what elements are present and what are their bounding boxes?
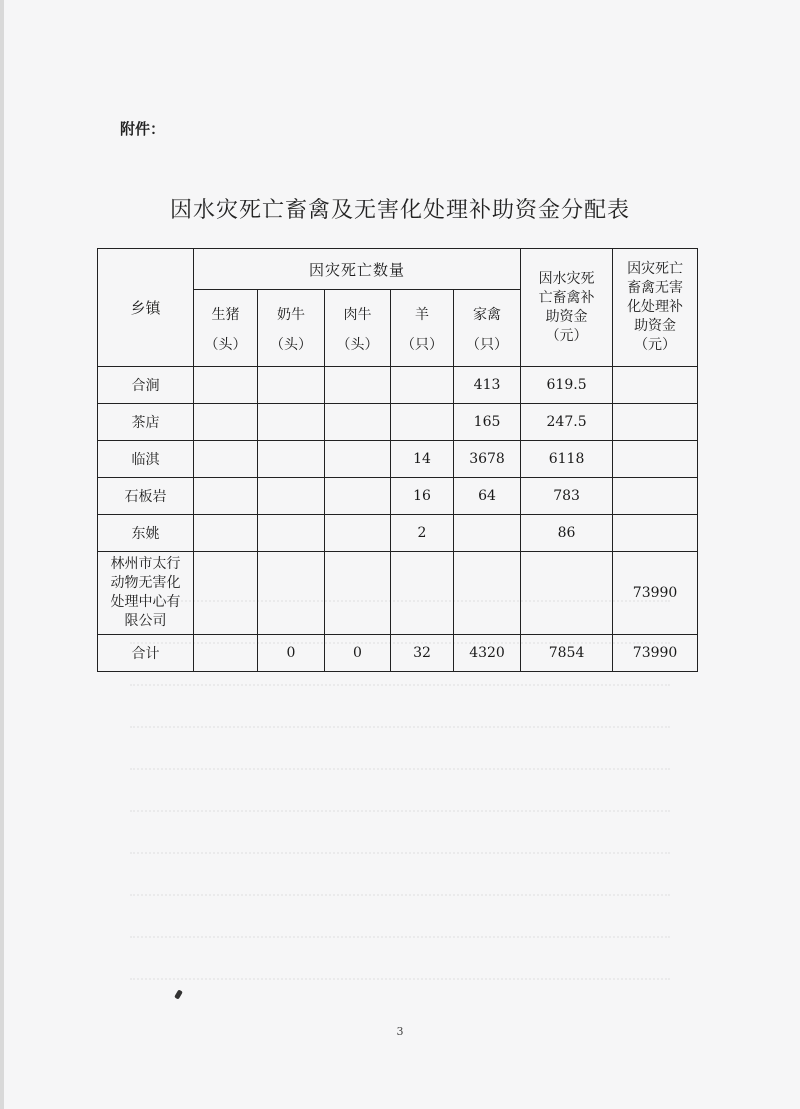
pig-cell <box>194 478 258 515</box>
table-row <box>98 515 698 552</box>
header-disposal-fund: 因灾死亡 畜禽无害 化处理补 助资金 （元） <box>613 249 698 367</box>
subsidy-cell: 86 <box>521 515 613 552</box>
poultry-cell: 3678 <box>454 441 521 478</box>
ink-smudge <box>174 989 183 999</box>
unit-beef-cattle: （头） <box>325 330 391 367</box>
unit-dairy-cow: （头） <box>258 330 325 367</box>
poultry-cell: 4320 <box>454 635 521 672</box>
unit-sheep: （只） <box>391 330 454 367</box>
town-cell: 合计 <box>98 635 194 672</box>
table-row <box>98 441 698 478</box>
subsidy-cell: 247.5 <box>521 404 613 441</box>
header-pig: 生猪 <box>194 290 258 331</box>
town-cell: 茶店 <box>98 404 194 441</box>
dairy-cell <box>258 404 325 441</box>
beef-cell <box>325 515 391 552</box>
header-poultry: 家禽 <box>454 290 521 331</box>
town-cell: 合涧 <box>98 367 194 404</box>
subsidy-cell: 7854 <box>521 635 613 672</box>
dairy-cell <box>258 441 325 478</box>
unit-pig: （头） <box>194 330 258 367</box>
pig-cell <box>194 404 258 441</box>
sheep-cell: 32 <box>391 635 454 672</box>
disposal-cell <box>613 478 698 515</box>
header-beef-cattle: 肉牛 <box>325 290 391 331</box>
header-death-count: 因灾死亡数量 <box>194 249 521 290</box>
town-cell: 石板岩 <box>98 478 194 515</box>
disposal-cell <box>613 367 698 404</box>
pig-cell <box>194 635 258 672</box>
sheep-cell: 14 <box>391 441 454 478</box>
poultry-cell: 64 <box>454 478 521 515</box>
disposal-cell <box>613 515 698 552</box>
table-row <box>98 367 698 404</box>
subsidy-cell: 783 <box>521 478 613 515</box>
disposal-cell <box>613 404 698 441</box>
subsidy-cell: 6118 <box>521 441 613 478</box>
table-row <box>98 404 698 441</box>
page-title: 因水灾死亡畜禽及无害化处理补助资金分配表 <box>169 198 630 223</box>
beef-cell <box>325 478 391 515</box>
beef-cell: 0 <box>325 635 391 672</box>
sheep-cell: 2 <box>391 515 454 552</box>
pig-cell <box>194 367 258 404</box>
total-row <box>98 635 698 672</box>
subsidy-cell: 619.5 <box>521 367 613 404</box>
scan-edge <box>0 0 4 1109</box>
disposal-cell: 73990 <box>613 635 698 672</box>
disposal-cell: 73990 <box>613 552 698 635</box>
poultry-cell <box>454 515 521 552</box>
pig-cell <box>194 515 258 552</box>
header-sheep: 羊 <box>391 290 454 331</box>
unit-poultry: （只） <box>454 330 521 367</box>
table-row <box>98 552 698 635</box>
dairy-cell <box>258 478 325 515</box>
poultry-cell: 165 <box>454 404 521 441</box>
disposal-cell <box>613 441 698 478</box>
poultry-cell: 413 <box>454 367 521 404</box>
header-town: 乡镇 <box>98 249 194 367</box>
beef-cell <box>325 367 391 404</box>
beef-cell <box>325 404 391 441</box>
table-row <box>98 478 698 515</box>
page-number: 3 <box>396 1025 404 1038</box>
sheep-cell: 16 <box>391 478 454 515</box>
town-cell: 临淇 <box>98 441 194 478</box>
pig-cell <box>194 441 258 478</box>
dairy-cell <box>258 367 325 404</box>
allocation-table <box>97 248 698 672</box>
header-subsidy-fund: 因水灾死 亡畜禽补 助资金 （元） <box>521 249 613 367</box>
attachment-label: 附件： <box>120 120 166 138</box>
sheep-cell <box>391 367 454 404</box>
org-name-cell: 林州市太行 动物无害化 处理中心有 限公司 <box>98 552 194 635</box>
dairy-cell <box>258 515 325 552</box>
sheep-cell <box>391 404 454 441</box>
header-dairy-cow: 奶牛 <box>258 290 325 331</box>
town-cell: 东姚 <box>98 515 194 552</box>
beef-cell <box>325 441 391 478</box>
dairy-cell: 0 <box>258 635 325 672</box>
